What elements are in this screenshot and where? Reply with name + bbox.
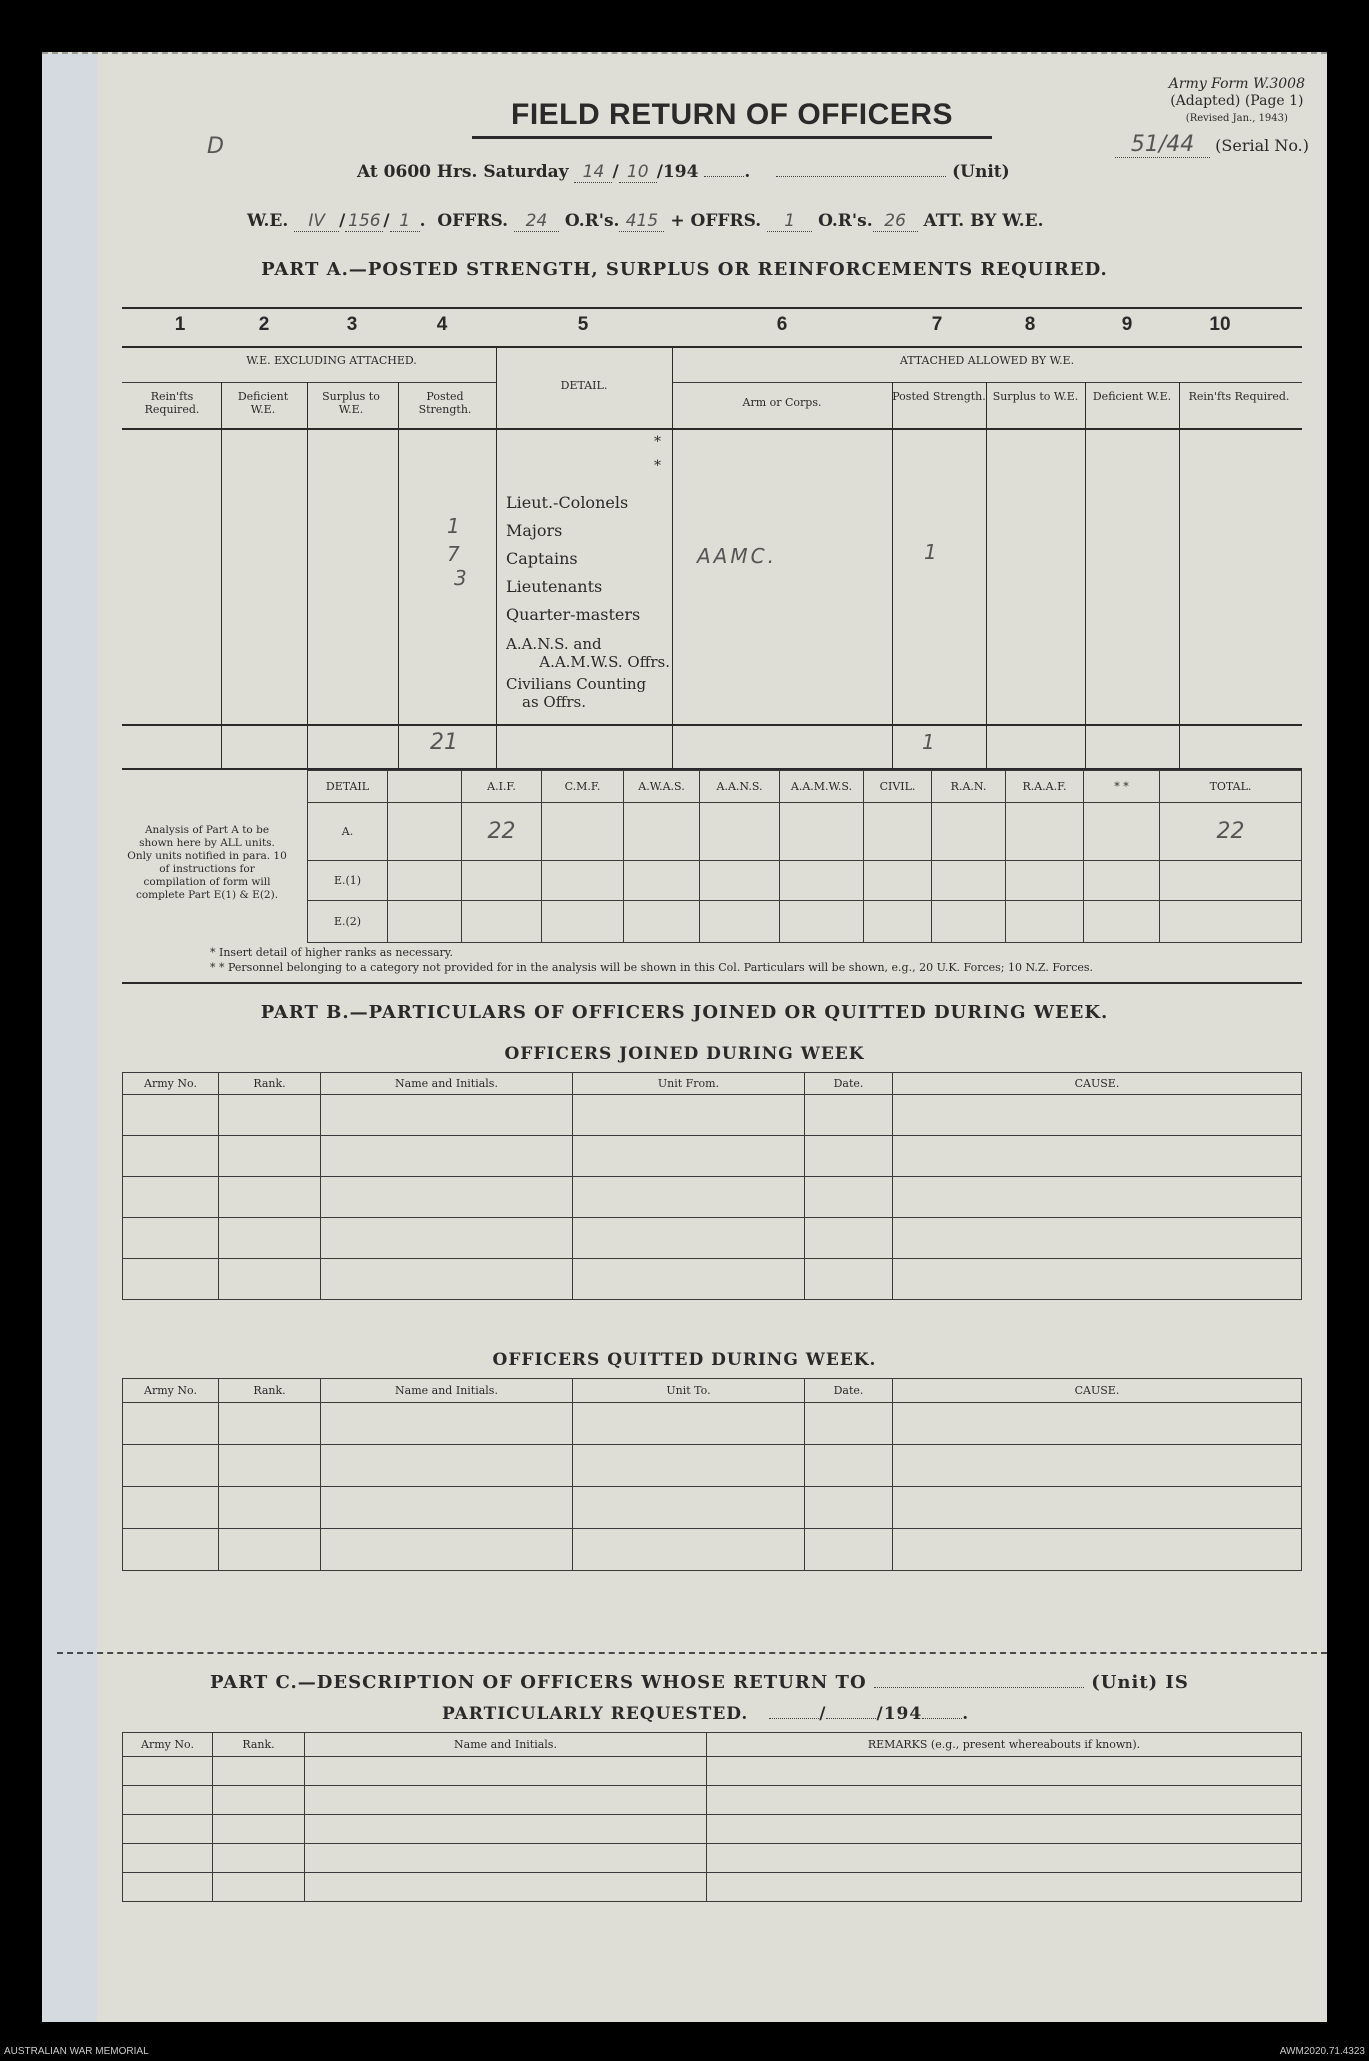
hw-captains: 7 bbox=[447, 542, 460, 566]
hw-total: 22 bbox=[1216, 819, 1245, 844]
date-month: 10 bbox=[619, 162, 657, 183]
hw-total-posted: 21 bbox=[430, 730, 458, 755]
col-deficient: Deficient W.E. bbox=[237, 390, 289, 416]
col-divider bbox=[1179, 382, 1180, 768]
hw-aif: 22 bbox=[487, 819, 516, 844]
we-label: W.E. bbox=[247, 211, 289, 231]
rule bbox=[122, 428, 1302, 430]
analysis-header: A.A.N.S. bbox=[700, 771, 780, 803]
year-prefix: 194 bbox=[662, 162, 699, 182]
part-c-heading bbox=[210, 1672, 1189, 1693]
col-deficient-att: Deficient W.E. bbox=[1092, 390, 1172, 403]
col-reinfts-att: Rein'fts Required. bbox=[1188, 390, 1290, 403]
ors-label: O.R's. bbox=[564, 211, 620, 231]
colnum: 5 bbox=[577, 314, 589, 335]
we-line: W.E. IV / 156 / 1 . OFFRS. 24 O.R's. 415 + OFFRS. 1 O.R's. 26 ATT. BY W.E. bbox=[247, 211, 1044, 231]
analysis-header: A.I.F. bbox=[462, 771, 542, 803]
rule bbox=[122, 346, 1302, 348]
detail-header: DETAIL. bbox=[560, 379, 608, 392]
joined-col: Name and Initials. bbox=[321, 1073, 573, 1095]
offrs2-label: OFFRS. bbox=[690, 211, 762, 231]
col-posted: Posted Strength. bbox=[418, 390, 472, 416]
analysis-table bbox=[307, 770, 1302, 943]
col-divider bbox=[307, 382, 308, 768]
unit-label: (Unit) bbox=[952, 162, 1010, 182]
part-c-table bbox=[122, 1732, 1302, 1902]
col-arm: Arm or Corps. bbox=[742, 396, 822, 409]
joined-col: Date. bbox=[805, 1073, 893, 1095]
joined-col: Unit From. bbox=[573, 1073, 805, 1095]
joined-col: Rank. bbox=[219, 1073, 321, 1095]
date-prefix: At 0600 Hrs. Saturday bbox=[357, 162, 569, 182]
ors2-value: 26 bbox=[873, 211, 918, 232]
we-value-b: 156 bbox=[345, 211, 383, 232]
colnum: 1 bbox=[174, 314, 186, 335]
ranks-list bbox=[506, 492, 676, 711]
analysis-header: R.A.A.F. bbox=[1006, 771, 1084, 803]
analysis-header: * * bbox=[1084, 771, 1160, 803]
rank-aamws: A.A.M.W.S. Offrs. bbox=[539, 653, 670, 671]
part-c-month-blank bbox=[826, 1718, 876, 1719]
form-number bbox=[1169, 76, 1305, 127]
footnote-2: * * Personnel belonging to a category not provided for in the analysis will be shown in this Col. Particulars will be shown, e.g., 20 U.K. Forces; 10 N.Z. Forces. bbox=[210, 961, 1094, 974]
colnum: 8 bbox=[1024, 314, 1036, 335]
colnum: 6 bbox=[776, 314, 788, 335]
rank-captains: Captains bbox=[506, 549, 578, 568]
col-posted-att: Posted Strength. bbox=[892, 390, 986, 403]
hw-lieutenants: 3 bbox=[454, 566, 467, 590]
form-adapted: (Adapted) (Page 1) bbox=[1170, 93, 1304, 109]
form-title: FIELD RETURN OF OFFICERS bbox=[472, 98, 992, 139]
archive-ref: AWM2020.71.4323 bbox=[1279, 2046, 1365, 2057]
date-line: At 0600 Hrs. Saturday 14 / 10 /194 . (Unit) bbox=[357, 162, 1010, 182]
year-blank bbox=[704, 176, 744, 177]
col-divider bbox=[986, 382, 987, 768]
hw-total-att: 1 bbox=[922, 730, 935, 754]
analysis-header: R.A.N. bbox=[932, 771, 1006, 803]
analysis-row-label: E.(2) bbox=[308, 901, 388, 943]
we-excluding-header: W.E. EXCLUDING ATTACHED. bbox=[246, 354, 417, 367]
part-c-heading-2: PARTICULARLY REQUESTED. bbox=[442, 1704, 749, 1724]
we-value-a: IV bbox=[294, 211, 339, 232]
form-revised: (Revised Jan., 1943) bbox=[1185, 113, 1288, 124]
analysis-note: Analysis of Part A to be shown here by ALL units. Only units notified in para. 10 of instructions for compilation of form will complete Part E(1) & E(2). bbox=[127, 824, 287, 901]
plus-sign: + bbox=[670, 211, 685, 231]
ors-value: 415 bbox=[619, 211, 664, 232]
we-value-c: 1 bbox=[390, 211, 420, 232]
joined-col: CAUSE. bbox=[893, 1073, 1302, 1095]
col-divider bbox=[1085, 382, 1086, 768]
rank-lieutenants: Lieutenants bbox=[506, 577, 603, 596]
quitted-col: CAUSE. bbox=[893, 1379, 1302, 1403]
part-b-heading: PART B.—PARTICULARS OF OFFICERS JOINED OR QUITTED DURING WEEK. bbox=[260, 1002, 1109, 1023]
quitted-col: Rank. bbox=[219, 1379, 321, 1403]
serial-number bbox=[1115, 132, 1309, 158]
serial-value: 51/44 bbox=[1115, 132, 1210, 158]
offrs-value: 24 bbox=[514, 211, 559, 232]
attached-allowed-header: ATTACHED ALLOWED BY W.E. bbox=[899, 354, 1075, 367]
analysis-header: C.M.F. bbox=[542, 771, 624, 803]
rule bbox=[122, 382, 496, 383]
rank-majors: Majors bbox=[506, 521, 563, 540]
colnum: 3 bbox=[346, 314, 358, 335]
unit-blank bbox=[776, 176, 946, 177]
analysis-header: CIVIL. bbox=[864, 771, 932, 803]
att-label: ATT. BY W.E. bbox=[923, 211, 1044, 231]
colnum: 9 bbox=[1121, 314, 1133, 335]
paper-edge bbox=[42, 54, 97, 2022]
joined-col: Army No. bbox=[123, 1073, 219, 1095]
quitted-col: Date. bbox=[805, 1379, 893, 1403]
form-sheet bbox=[42, 52, 1327, 2022]
analysis-header: A.A.M.W.S. bbox=[780, 771, 864, 803]
col-divider bbox=[496, 346, 497, 768]
rule bbox=[122, 307, 1302, 309]
part-c-date-blank bbox=[769, 1718, 819, 1719]
col-surplus: Surplus to W.E. bbox=[322, 390, 380, 416]
analysis-header: TOTAL. bbox=[1160, 771, 1302, 803]
hw-majors: 1 bbox=[447, 514, 460, 538]
col-reinfts: Rein'fts Required. bbox=[144, 390, 200, 416]
part-a-heading: PART A.—POSTED STRENGTH, SURPLUS OR REINFORCEMENTS REQUIRED. bbox=[261, 259, 1108, 280]
archive-footer bbox=[0, 2035, 1369, 2061]
part-c-col: Rank. bbox=[213, 1733, 305, 1757]
cut-line bbox=[57, 1652, 1327, 1654]
analysis-header bbox=[388, 771, 462, 803]
asterisk: * bbox=[654, 458, 661, 474]
serial-label: (Serial No.) bbox=[1215, 136, 1309, 155]
joined-heading: OFFICERS JOINED DURING WEEK bbox=[504, 1044, 865, 1064]
form-name: Army Form W.3008 bbox=[1168, 76, 1305, 92]
col-divider bbox=[221, 382, 222, 768]
date-day: 14 bbox=[574, 162, 612, 183]
analysis-row-label: A. bbox=[308, 803, 388, 861]
quitted-col: Name and Initials. bbox=[321, 1379, 573, 1403]
col-divider bbox=[398, 382, 399, 768]
offrs-label: OFFRS. bbox=[437, 211, 509, 231]
colnum: 7 bbox=[931, 314, 943, 335]
quitted-col: Army No. bbox=[123, 1379, 219, 1403]
part-c-col: Army No. bbox=[123, 1733, 213, 1757]
ors2-label: O.R's. bbox=[818, 211, 873, 231]
archive-name: AUSTRALIAN WAR MEMORIAL bbox=[4, 2046, 149, 2057]
part-c-heading-1: PART C.—DESCRIPTION OF OFFICERS WHOSE RETURN TO bbox=[210, 1672, 867, 1693]
part-c-year: /194 bbox=[876, 1704, 923, 1724]
col-divider bbox=[892, 382, 893, 768]
part-c-unit-is: (Unit) IS bbox=[1091, 1672, 1189, 1693]
part-c-year-blank bbox=[922, 1718, 962, 1719]
rank-ltcol: Lieut.-Colonels bbox=[506, 493, 629, 512]
footnote-1: * Insert detail of higher ranks as necessary. bbox=[210, 946, 454, 959]
analysis-header: DETAIL bbox=[308, 771, 388, 803]
offrs2-value: 1 bbox=[767, 211, 812, 232]
part-c-heading-2-line: PARTICULARLY REQUESTED. / /194 . bbox=[442, 1704, 970, 1724]
colnum: 10 bbox=[1209, 314, 1231, 335]
asterisk: * bbox=[654, 434, 661, 450]
colnum: 2 bbox=[258, 314, 270, 335]
joined-table bbox=[122, 1072, 1302, 1300]
part-c-col: Name and Initials. bbox=[305, 1733, 707, 1757]
rank-as-offrs: as Offrs. bbox=[522, 693, 586, 711]
part-c-col: REMARKS (e.g., present whereabouts if known). bbox=[707, 1733, 1302, 1757]
part-c-unit-blank bbox=[874, 1687, 1084, 1688]
rule bbox=[122, 724, 1302, 726]
col-surplus-att: Surplus to W.E. bbox=[992, 390, 1079, 403]
quitted-table bbox=[122, 1378, 1302, 1571]
rank-qm: Quarter-masters bbox=[506, 605, 641, 624]
rank-civilians: Civilians Counting bbox=[506, 675, 647, 693]
rule bbox=[672, 382, 1302, 383]
analysis-header: A.W.A.S. bbox=[624, 771, 700, 803]
hw-posted-att: 1 bbox=[924, 540, 937, 564]
quitted-col: Unit To. bbox=[573, 1379, 805, 1403]
corner-mark: D bbox=[207, 134, 224, 159]
rule bbox=[122, 982, 1302, 984]
hw-arm: AAMC. bbox=[697, 544, 777, 568]
rank-aans: A.A.N.S. and bbox=[506, 635, 602, 653]
colnum: 4 bbox=[436, 314, 448, 335]
analysis-row-label: E.(1) bbox=[308, 861, 388, 901]
quitted-heading: OFFICERS QUITTED DURING WEEK. bbox=[492, 1350, 877, 1370]
